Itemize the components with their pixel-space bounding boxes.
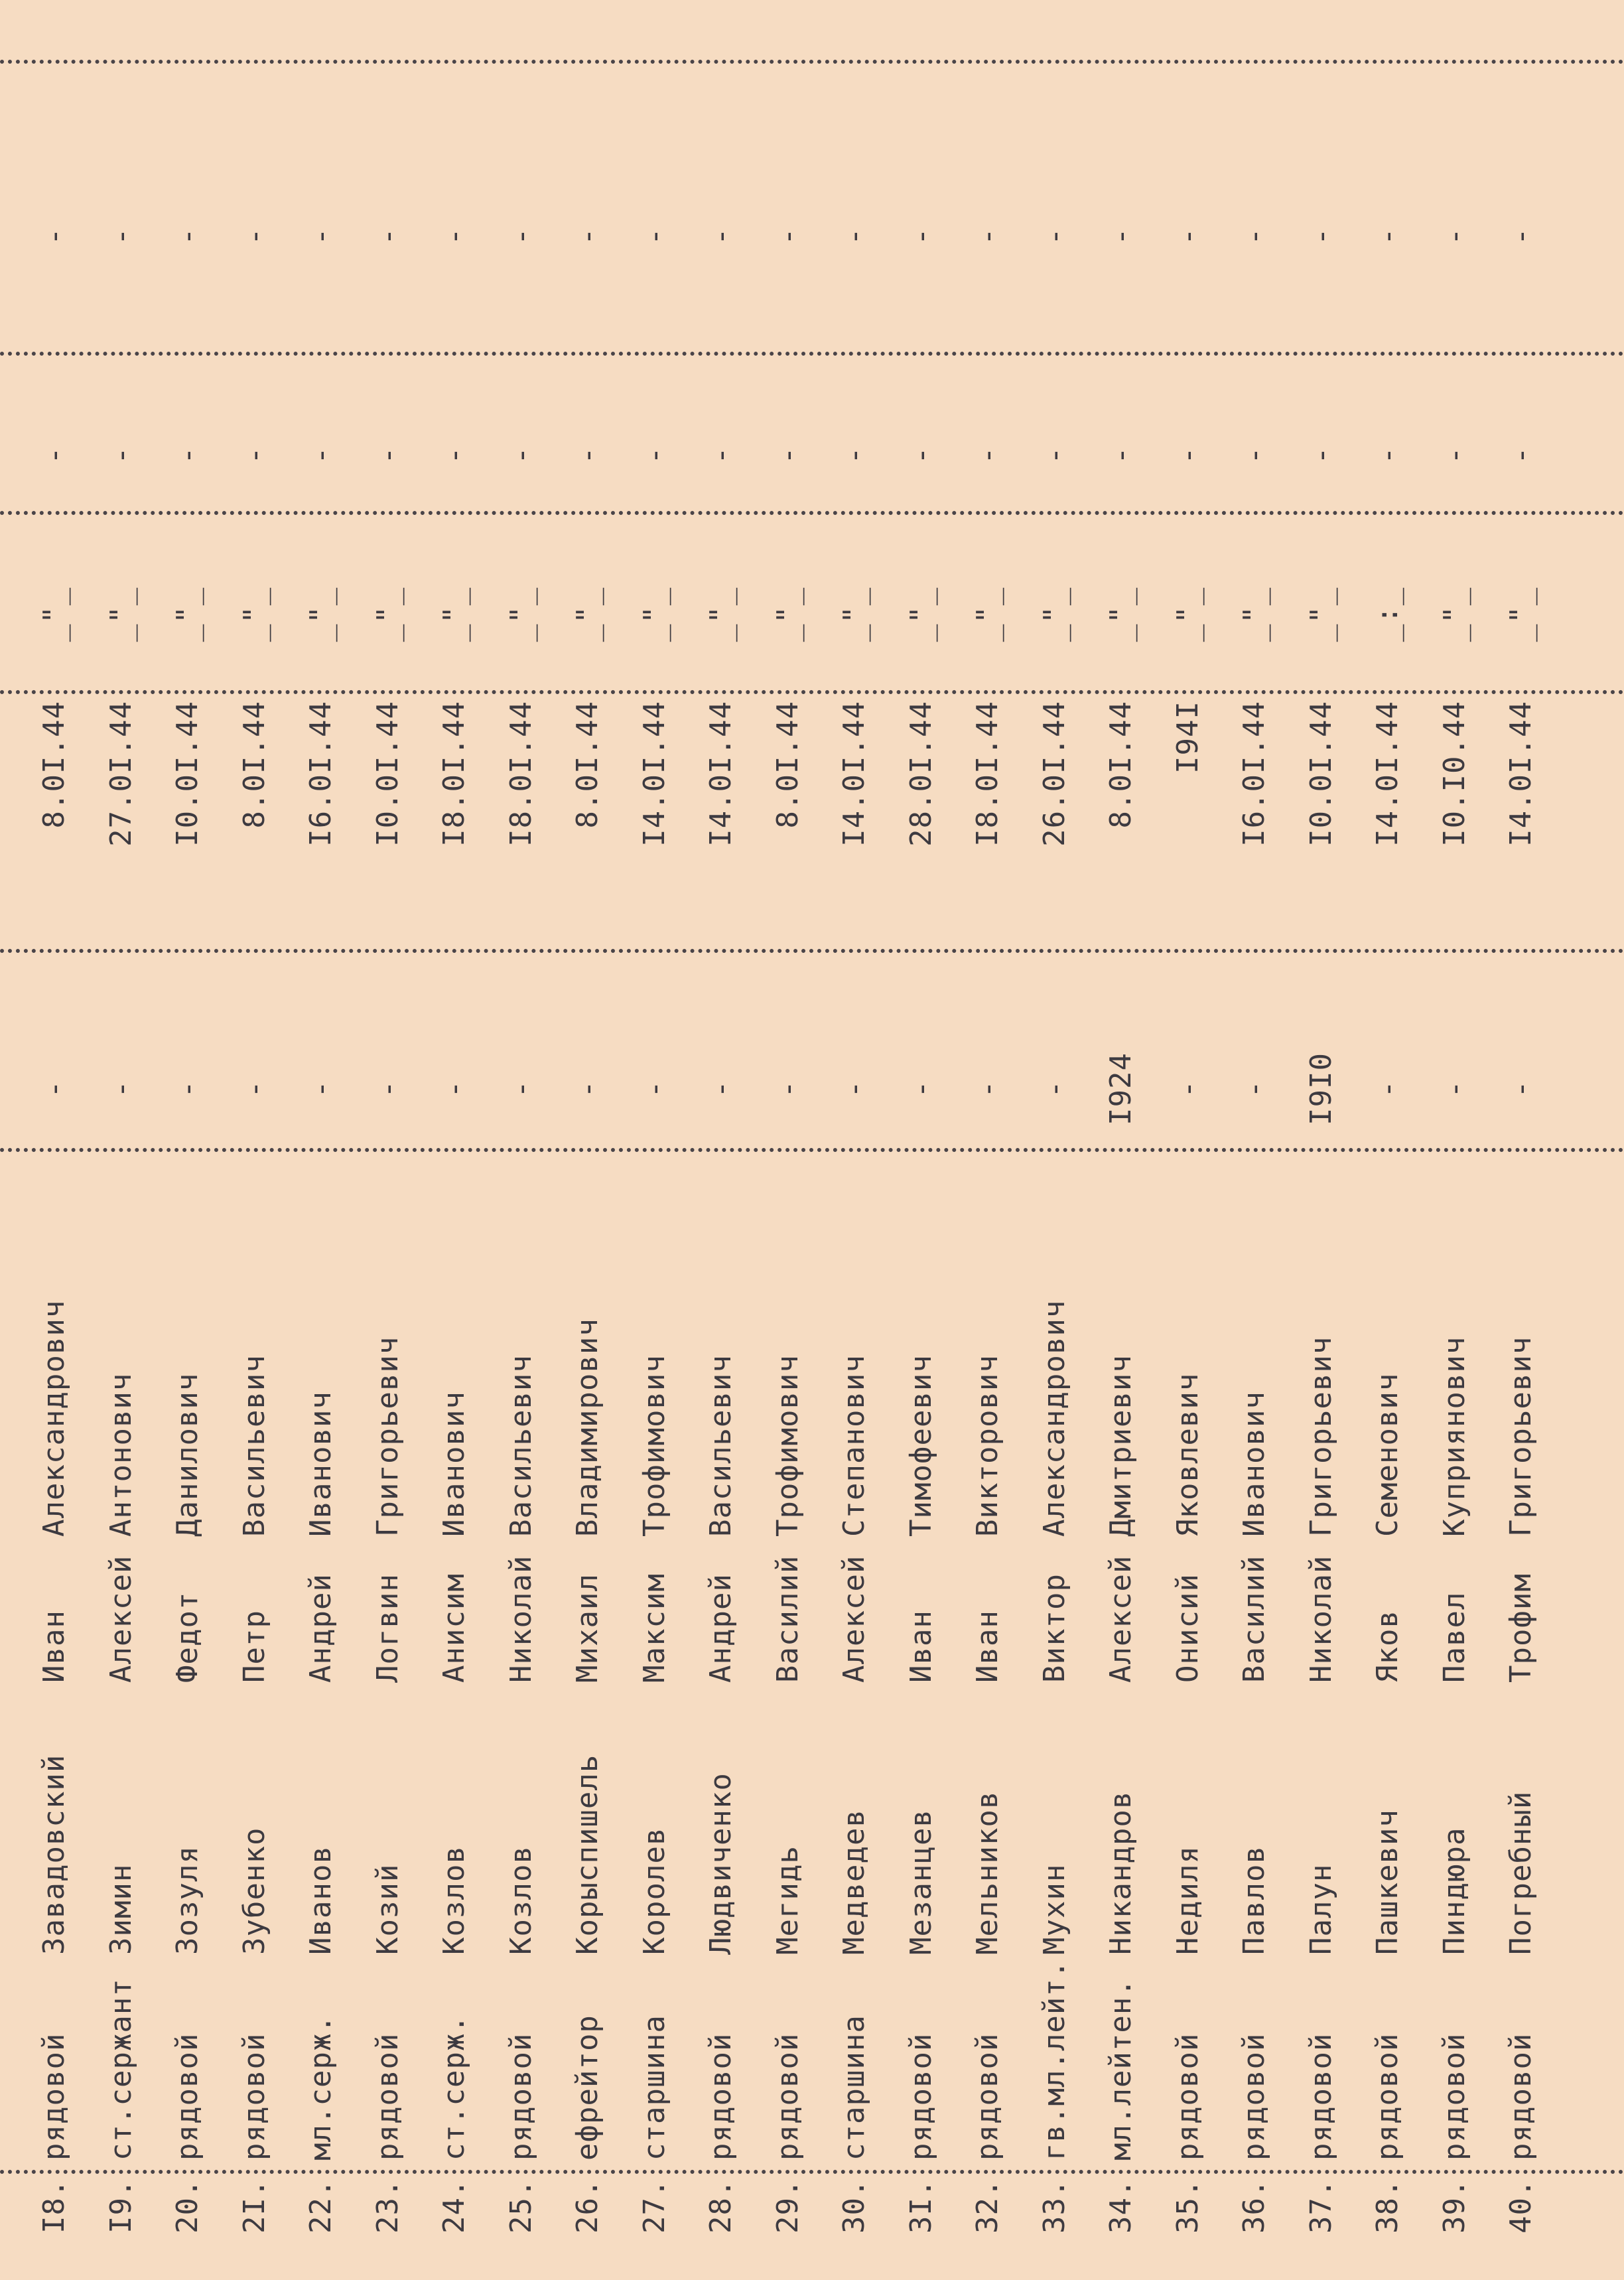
blank-cell: - — [1371, 446, 1404, 464]
birth-year-cell: - — [1437, 1080, 1471, 1098]
rank-cell: рядовой — [504, 2032, 538, 2161]
date-cell: I8.0I.44 — [437, 701, 471, 847]
blank-cell: - — [1304, 227, 1338, 246]
ditto-cell: _"_ — [1237, 587, 1271, 642]
row-number: 2I. — [237, 2178, 271, 2234]
table-row — [427, 0, 493, 2280]
blank-cell: - — [1104, 446, 1138, 464]
first-name-cell: Василий — [1237, 1555, 1271, 1683]
blank-cell: - — [504, 227, 538, 246]
table-row — [1027, 0, 1093, 2280]
rank-cell: рядовой — [1170, 2032, 1205, 2161]
rank-cell: рядовой — [971, 2032, 1004, 2161]
blank-cell: - — [437, 446, 471, 464]
surname-cell: Людвиченко — [704, 1772, 738, 1955]
date-cell: 8.0I.44 — [770, 701, 805, 829]
surname-cell: Мегидь — [770, 1845, 805, 1955]
patronymic-cell: Васильевич — [704, 1354, 738, 1537]
date-cell: I0.0I.44 — [170, 701, 204, 847]
blank-cell: - — [704, 227, 738, 246]
table-row — [894, 0, 960, 2280]
blank-cell: - — [571, 446, 604, 464]
surname-cell: Иванов — [304, 1845, 338, 1955]
table-row — [1160, 0, 1227, 2280]
table-row — [1427, 0, 1493, 2280]
birth-year-cell: I924 — [1104, 1052, 1138, 1125]
rank-cell: старшина — [637, 2015, 671, 2161]
patronymic-cell: Иванович — [304, 1391, 338, 1537]
patronymic-cell: Александрович — [1037, 1299, 1071, 1537]
date-cell: 8.0I.44 — [571, 701, 604, 829]
blank-cell: - — [1170, 446, 1205, 464]
row-number: 27. — [637, 2178, 671, 2234]
blank-cell: - — [971, 446, 1004, 464]
surname-cell: Козлов — [437, 1845, 471, 1955]
patronymic-cell: Степанович — [837, 1354, 871, 1537]
row-number: 37. — [1304, 2178, 1338, 2234]
ditto-cell: _"_ — [837, 587, 871, 642]
first-name-cell: Виктор — [1037, 1573, 1071, 1683]
blank-cell: - — [971, 227, 1004, 246]
patronymic-cell: Яковлевич — [1170, 1372, 1205, 1537]
rank-cell: рядовой — [1437, 2032, 1471, 2161]
table-row — [760, 0, 827, 2280]
ditto-cell: _"_ — [904, 587, 938, 642]
ditto-cell: _"_ — [1037, 587, 1071, 642]
first-name-cell: Онисий — [1170, 1573, 1205, 1683]
birth-year-cell: - — [437, 1080, 471, 1098]
first-name-cell: Алексей — [103, 1555, 138, 1683]
blank-cell: - — [170, 227, 204, 246]
rank-cell: рядовой — [370, 2032, 405, 2161]
table-row — [1294, 0, 1360, 2280]
birth-year-cell: - — [1237, 1080, 1271, 1098]
first-name-cell: Михаил — [571, 1573, 604, 1683]
surname-cell: Пиндюра — [1437, 1827, 1471, 1955]
blank-cell: - — [837, 227, 871, 246]
row-number: 35. — [1170, 2178, 1205, 2234]
surname-cell: Пашкевич — [1371, 1809, 1404, 1955]
ditto-cell: _"_ — [1437, 587, 1471, 642]
ditto-cell: _"_ — [437, 587, 471, 642]
ditto-cell: _"_ — [971, 587, 1004, 642]
table-row — [1093, 0, 1160, 2280]
row-number: 26. — [571, 2178, 604, 2234]
birth-year-cell: - — [504, 1080, 538, 1098]
blank-cell: - — [1304, 446, 1338, 464]
table-row — [94, 0, 160, 2280]
rank-cell: старшина — [837, 2015, 871, 2161]
rank-cell: мл.серж. — [304, 2015, 338, 2161]
row-number: 32. — [971, 2178, 1004, 2234]
rank-cell: рядовой — [170, 2032, 204, 2161]
date-cell: I94I — [1170, 701, 1205, 774]
blank-cell: - — [1237, 446, 1271, 464]
patronymic-cell: Григорьевич — [1504, 1336, 1538, 1537]
rank-cell: мл.лейтен. — [1104, 1978, 1138, 2161]
birth-year-cell: - — [1037, 1080, 1071, 1098]
date-cell: I4.0I.44 — [704, 701, 738, 847]
table-row — [1227, 0, 1293, 2280]
blank-cell: - — [704, 446, 738, 464]
rank-cell: рядовой — [1237, 2032, 1271, 2161]
surname-cell: Козлов — [504, 1845, 538, 1955]
rank-cell: рядовой — [37, 2032, 71, 2161]
ditto-cell: _"_ — [770, 587, 805, 642]
rank-cell: рядовой — [770, 2032, 805, 2161]
rank-cell: рядовой — [904, 2032, 938, 2161]
table-row — [227, 0, 293, 2280]
first-name-cell: Василий — [770, 1555, 805, 1683]
row-number: 38. — [1371, 2178, 1404, 2234]
surname-cell: Зимин — [103, 1863, 138, 1955]
ditto-cell: _"_ — [237, 587, 271, 642]
table-row — [560, 0, 626, 2280]
date-cell: I8.0I.44 — [971, 701, 1004, 847]
blank-cell: - — [237, 227, 271, 246]
table-row — [27, 0, 93, 2280]
first-name-cell: Андрей — [304, 1573, 338, 1683]
birth-year-cell: - — [304, 1080, 338, 1098]
row-number: 34. — [1104, 2178, 1138, 2234]
row-number: I9. — [103, 2178, 138, 2234]
table-row — [627, 0, 693, 2280]
blank-cell: - — [504, 446, 538, 464]
blank-cell: - — [237, 446, 271, 464]
row-number: 20. — [170, 2178, 204, 2234]
patronymic-cell: Тимофеевич — [904, 1354, 938, 1537]
birth-year-cell: - — [837, 1080, 871, 1098]
date-cell: I6.0I.44 — [1237, 701, 1271, 847]
rank-cell: рядовой — [704, 2032, 738, 2161]
surname-cell: Корыспишель — [571, 1754, 604, 1955]
blank-cell: - — [304, 227, 338, 246]
row-number: 25. — [504, 2178, 538, 2234]
ditto-cell: _"_ — [571, 587, 604, 642]
blank-cell: - — [37, 227, 71, 246]
table-row — [1493, 0, 1560, 2280]
blank-cell: - — [1437, 446, 1471, 464]
first-name-cell: Анисим — [437, 1573, 471, 1683]
date-cell: I6.0I.44 — [304, 701, 338, 847]
date-cell: I0.0I.44 — [370, 701, 405, 847]
blank-cell: - — [637, 446, 671, 464]
surname-cell: Палун — [1304, 1863, 1338, 1955]
birth-year-cell: - — [370, 1080, 405, 1098]
first-name-cell: Андрей — [704, 1573, 738, 1683]
surname-cell: Никандров — [1104, 1790, 1138, 1955]
first-name-cell: Максим — [637, 1573, 671, 1683]
first-name-cell: Иван — [971, 1610, 1004, 1683]
blank-cell: - — [103, 227, 138, 246]
first-name-cell: Николай — [504, 1555, 538, 1683]
patronymic-cell: Иванович — [437, 1391, 471, 1537]
row-number: 24. — [437, 2178, 471, 2234]
date-cell: I0.I0.44 — [1437, 701, 1471, 847]
table-row — [160, 0, 226, 2280]
ditto-cell: _"_ — [1170, 587, 1205, 642]
blank-cell: - — [1037, 227, 1071, 246]
blank-cell: - — [437, 227, 471, 246]
rank-cell: ефрейтор — [571, 2015, 604, 2161]
first-name-cell: Петр — [237, 1610, 271, 1683]
date-cell: 28.0I.44 — [904, 701, 938, 847]
blank-cell: - — [370, 446, 405, 464]
surname-cell: Мезанцев — [904, 1809, 938, 1955]
patronymic-cell: Александрович — [37, 1299, 71, 1537]
patronymic-cell: Данилович — [170, 1372, 204, 1537]
surname-cell: Мухин — [1037, 1863, 1071, 1955]
birth-year-cell: - — [971, 1080, 1004, 1098]
row-number: 36. — [1237, 2178, 1271, 2234]
date-cell: 8.0I.44 — [1104, 701, 1138, 829]
surname-cell: Мельников — [971, 1790, 1004, 1955]
table-row — [693, 0, 760, 2280]
rank-cell: гв.мл.лейт. — [1037, 1959, 1071, 2161]
first-name-cell: Логвин — [370, 1573, 405, 1683]
patronymic-cell: Васильевич — [237, 1354, 271, 1537]
ditto-cell: _"_ — [1504, 587, 1538, 642]
patronymic-cell: Трофимович — [770, 1354, 805, 1537]
ditto-cell: _"_ — [504, 587, 538, 642]
patronymic-cell: Викторович — [971, 1354, 1004, 1537]
surname-cell: Зозуля — [170, 1845, 204, 1955]
row-number: 40. — [1504, 2178, 1538, 2234]
surname-cell: Козий — [370, 1863, 405, 1955]
blank-cell: - — [1371, 227, 1404, 246]
birth-year-cell: - — [1504, 1080, 1538, 1098]
patronymic-cell: Васильевич — [504, 1354, 538, 1537]
row-number: 22. — [304, 2178, 338, 2234]
date-cell: I8.0I.44 — [504, 701, 538, 847]
row-number: 3I. — [904, 2178, 938, 2234]
blank-cell: - — [904, 227, 938, 246]
patronymic-cell: Антонович — [103, 1372, 138, 1537]
surname-cell: Медведев — [837, 1809, 871, 1955]
rank-cell: рядовой — [1504, 2032, 1538, 2161]
ditto-cell: _:_ — [1371, 587, 1404, 642]
birth-year-cell: - — [237, 1080, 271, 1098]
blank-cell: - — [1037, 446, 1071, 464]
blank-cell: - — [770, 446, 805, 464]
ditto-cell: _"_ — [103, 587, 138, 642]
first-name-cell: Алексей — [1104, 1555, 1138, 1683]
table-row — [293, 0, 360, 2280]
rank-cell: рядовой — [237, 2032, 271, 2161]
date-cell: 8.0I.44 — [237, 701, 271, 829]
blank-cell: - — [770, 227, 805, 246]
blank-cell: - — [370, 227, 405, 246]
date-cell: 27.0I.44 — [103, 701, 138, 847]
rank-cell: рядовой — [1371, 2032, 1404, 2161]
row-number: 33. — [1037, 2178, 1071, 2234]
ditto-cell: _"_ — [37, 587, 71, 642]
date-cell: I0.0I.44 — [1304, 701, 1338, 847]
row-number: 30. — [837, 2178, 871, 2234]
ditto-cell: _"_ — [1304, 587, 1338, 642]
table-row — [827, 0, 893, 2280]
birth-year-cell: - — [103, 1080, 138, 1098]
patronymic-cell: Семенович — [1371, 1372, 1404, 1537]
birth-year-cell: - — [37, 1080, 71, 1098]
blank-cell: - — [1504, 446, 1538, 464]
birth-year-cell: - — [704, 1080, 738, 1098]
birth-year-cell: - — [770, 1080, 805, 1098]
patronymic-cell: Владимирович — [571, 1318, 604, 1537]
ditto-cell: _"_ — [704, 587, 738, 642]
row-number: 39. — [1437, 2178, 1471, 2234]
blank-cell: - — [1104, 227, 1138, 246]
blank-cell: - — [837, 446, 871, 464]
table-row — [494, 0, 560, 2280]
table-row — [960, 0, 1026, 2280]
row-number: 28. — [704, 2178, 738, 2234]
blank-cell: - — [103, 446, 138, 464]
surname-cell: Завадовский — [37, 1754, 71, 1955]
row-number: 23. — [370, 2178, 405, 2234]
birth-year-cell: - — [637, 1080, 671, 1098]
first-name-cell: Павел — [1437, 1591, 1471, 1683]
first-name-cell: Трофим — [1504, 1573, 1538, 1683]
blank-cell: - — [1237, 227, 1271, 246]
blank-cell: - — [37, 446, 71, 464]
first-name-cell: Алексей — [837, 1555, 871, 1683]
blank-cell: - — [170, 446, 204, 464]
surname-cell: Королев — [637, 1827, 671, 1955]
date-cell: I4.0I.44 — [1371, 701, 1404, 847]
rank-cell: рядовой — [1304, 2032, 1338, 2161]
first-name-cell: Федот — [170, 1591, 204, 1683]
patronymic-cell: Трофимович — [637, 1354, 671, 1537]
patronymic-cell: Дмитриевич — [1104, 1354, 1138, 1537]
first-name-cell: Яков — [1371, 1610, 1404, 1683]
birth-year-cell: - — [1170, 1080, 1205, 1098]
blank-cell: - — [571, 227, 604, 246]
date-cell: I4.0I.44 — [637, 701, 671, 847]
rank-cell: ст.серж. — [437, 2015, 471, 2161]
row-number: I8. — [37, 2178, 71, 2234]
surname-cell: Зубенко — [237, 1827, 271, 1955]
ditto-cell: _"_ — [1104, 587, 1138, 642]
blank-cell: - — [1504, 227, 1538, 246]
table-row — [360, 0, 427, 2280]
ditto-cell: _"_ — [637, 587, 671, 642]
ditto-cell: _"_ — [304, 587, 338, 642]
blank-cell: - — [637, 227, 671, 246]
row-number: 29. — [770, 2178, 805, 2234]
birth-year-cell: - — [571, 1080, 604, 1098]
date-cell: I4.0I.44 — [1504, 701, 1538, 847]
first-name-cell: Иван — [904, 1610, 938, 1683]
patronymic-cell: Куприянович — [1437, 1336, 1471, 1537]
ditto-cell: _"_ — [370, 587, 405, 642]
surname-cell: Недиля — [1170, 1845, 1205, 1955]
table-row — [1360, 0, 1426, 2280]
surname-cell: Погребный — [1504, 1790, 1538, 1955]
blank-cell: - — [904, 446, 938, 464]
surname-cell: Павлов — [1237, 1845, 1271, 1955]
first-name-cell: Иван — [37, 1610, 71, 1683]
blank-cell: - — [1437, 227, 1471, 246]
blank-cell: - — [1170, 227, 1205, 246]
birth-year-cell: I9I0 — [1304, 1052, 1338, 1125]
patronymic-cell: Григорьевич — [1304, 1336, 1338, 1537]
rank-cell: ст.сержант — [103, 1978, 138, 2161]
patronymic-cell: Иванович — [1237, 1391, 1271, 1537]
birth-year-cell: - — [170, 1080, 204, 1098]
date-cell: 8.0I.44 — [37, 701, 71, 829]
birth-year-cell: - — [1371, 1080, 1404, 1098]
blank-cell: - — [304, 446, 338, 464]
first-name-cell: Николай — [1304, 1555, 1338, 1683]
patronymic-cell: Григорьевич — [370, 1336, 405, 1537]
birth-year-cell: - — [904, 1080, 938, 1098]
date-cell: I4.0I.44 — [837, 701, 871, 847]
date-cell: 26.0I.44 — [1037, 701, 1071, 847]
ditto-cell: _"_ — [170, 587, 204, 642]
